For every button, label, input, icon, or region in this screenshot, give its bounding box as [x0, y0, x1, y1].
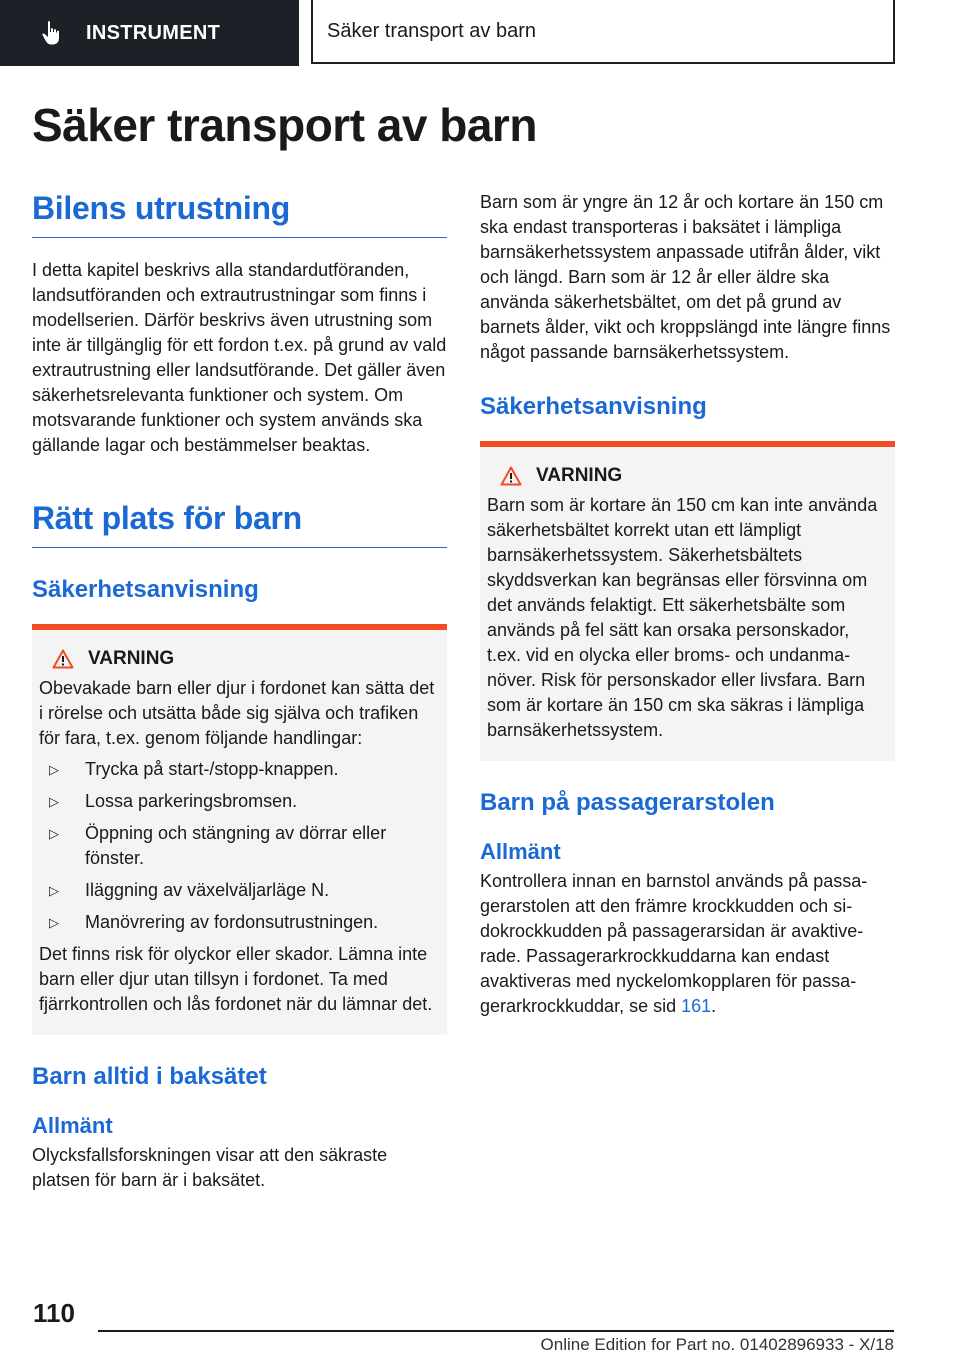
topic-tab[interactable]: [311, 0, 895, 64]
footer-edition: Online Edition for Part no. 01402896933 - X/18: [540, 1335, 894, 1354]
paragraph-equipment: I detta kapitel beskrivs alla standardutföranden, landsutföranden och extrautrustningar som finns i modellserien. Därför beskrivs även utrustning som inte är tillgänglig för ett fordon t.ex. på grund av vald extrautrustning eller landsutförande. Det gäller även säkerhetsrelevanta funktioner och system. Om motsvarande funktioner och system används ska gällande lagar och bestämmelser beaktas.: [32, 260, 447, 455]
page-reference-link[interactable]: 161: [681, 996, 712, 1016]
warning-header-left: [52, 648, 439, 670]
heading-backseat: Barn alltid i baksätet: [32, 1063, 267, 1090]
triangle-bullet-icon: ▷: [49, 883, 59, 898]
warning-label-left: VARNING: [88, 648, 175, 669]
triangle-bullet-icon: ▷: [49, 915, 59, 930]
paragraph-general-left: Olycksfallsforskningen visar att den säkraste platsen för barn är i baksätet.: [32, 1145, 388, 1190]
page-title: Säker transport av barn: [32, 99, 537, 151]
footer-divider: [98, 1330, 894, 1332]
paragraph-general-right: Kontrollera innan en barnstol används på passagerarstolen att den främre krockkudden och sidokrockkudden på passagerarsidan är avaktiverade. Passagerarkrockkuddarna kan endast avaktiveras med nyckelomkopplaren för passagerarkrockkuddar, se sid 161.: [480, 871, 868, 1016]
warning-intro-left: Obevakade barn eller djur i fordonet kan sätta det i rörelse och utsätta både sig själva och trafiken för fara, t.ex. genom följande handlingar:: [39, 678, 435, 748]
warning-box-left: [32, 624, 447, 1035]
heading-right-place: Rätt plats för barn: [32, 500, 447, 548]
section-tab[interactable]: [0, 0, 299, 66]
heading-general-left: Allmänt: [32, 1113, 113, 1138]
hand-pointer-icon: [40, 20, 66, 46]
warning-outro-left: Det finns risk för olyckor eller skador. Lämna inte barn eller djur utan tillsyn i fordonet. Ta med fjärrkontrollen och lås fordonet när du lämnar det.: [39, 944, 433, 1014]
left-column: [32, 190, 447, 1193]
list-item: ▷ Iläggning av växelväljarläge N.: [39, 878, 439, 903]
warning-label-right: VARNING: [536, 465, 623, 486]
warning-header-right: [500, 465, 887, 487]
warning-list-left: [39, 757, 439, 935]
triangle-bullet-icon: ▷: [49, 826, 59, 841]
heading-safety-left: Säkerhetsanvisning: [32, 576, 259, 603]
warning-box-right: [480, 441, 895, 761]
page-number: 110: [33, 1298, 75, 1328]
section-tab-label: INSTRUMENT: [86, 21, 221, 44]
right-column: [480, 190, 895, 1019]
list-item: ▷ Manövrering av fordonsutrustningen.: [39, 910, 439, 935]
triangle-bullet-icon: ▷: [49, 762, 59, 777]
triangle-bullet-icon: ▷: [49, 794, 59, 809]
heading-safety-right: Säkerhetsanvisning: [480, 393, 707, 420]
warning-text-right: Barn som är kortare än 150 cm kan inte använda säkerhetsbältet korrekt utan ett lämpligt barnsäkerhetssystem. Säkerhetsbältets skyddsverkan kan begränsas eller försvinna om det används felaktigt. Ett säkerhetsbälte som används på fel sätt kan orsaka personskador, t.ex. vid en olycka eller broms- och undanmanöver. Risk för personskador eller livsfara. Barn som är kortare än 150 cm ska säkras i lämpliga barnsäkerhetssystem.: [487, 495, 878, 740]
list-item: ▷ Öppning och stängning av dörrar eller fönster.: [39, 821, 439, 871]
header-bar: [0, 0, 960, 66]
topic-tab-label: Säker transport av barn: [327, 19, 536, 42]
heading-passenger-seat: Barn på passagerarstolen: [480, 789, 775, 816]
list-item: ▷ Trycka på start-/stopp-knappen.: [39, 757, 439, 782]
warning-triangle-icon: [500, 466, 522, 486]
list-item: ▷ Lossa parkeringsbromsen.: [39, 789, 439, 814]
heading-equipment: Bilens utrustning: [32, 190, 447, 238]
warning-triangle-icon: [52, 649, 74, 669]
heading-general-right: Allmänt: [480, 839, 561, 864]
paragraph-intro-right: Barn som är yngre än 12 år och kortare än 150 cm ska endast transporteras i baksätet i lämpliga barnsäkerhetssystem anpassade utifrån ålder, vikt och längd. Barn som är 12 år eller äldre ska använda säkerhetsbältet, om det på grund av barnets ålder, vikt och kroppslängd inte längre finns något passande barnsäkerhetssystem.: [480, 192, 891, 362]
